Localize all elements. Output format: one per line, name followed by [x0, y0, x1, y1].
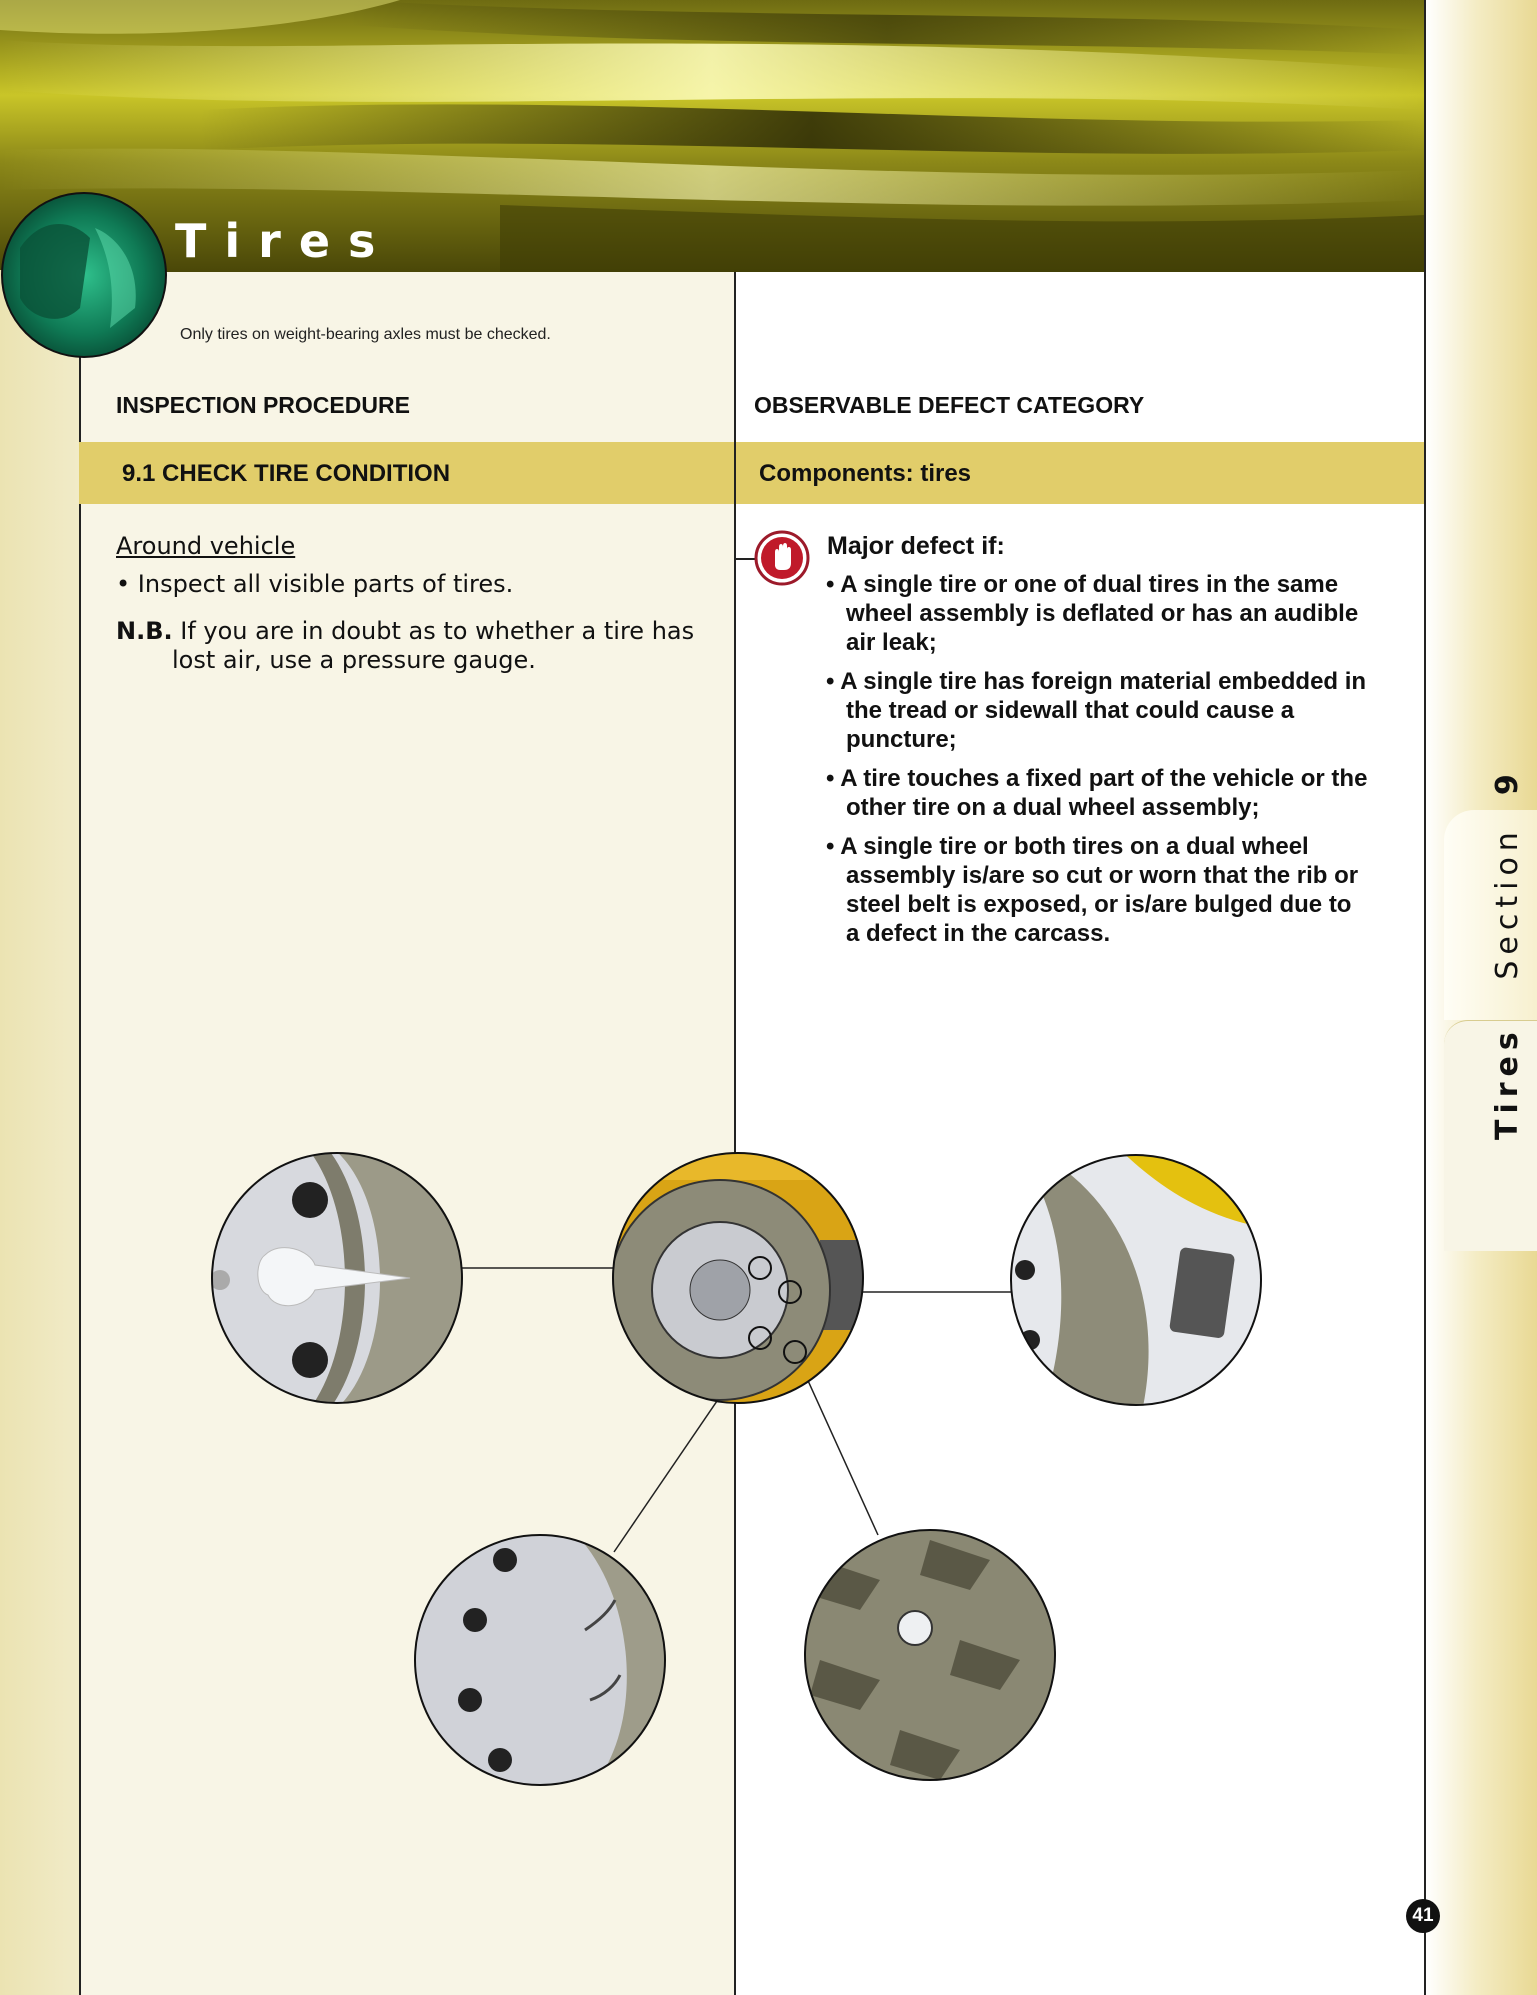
page-title: Tires — [175, 214, 394, 268]
tire-contact-detail — [1000, 1140, 1280, 1420]
tab-section-number: 9 — [1490, 768, 1525, 796]
wheel-overview — [600, 1140, 890, 1420]
section-thumbnail-image — [0, 188, 180, 388]
components-label: Components: tires — [759, 460, 972, 487]
location-label: Around vehicle — [116, 532, 296, 560]
inspection-procedure-header: INSPECTION PROCEDURE — [116, 392, 410, 418]
stop-hand-icon — [754, 530, 810, 586]
nb-label: N.B. — [116, 617, 173, 645]
icon-connector-line — [736, 558, 756, 560]
nb-text-line2: lost air, use a pressure gauge. — [172, 646, 536, 674]
defect-item: • A tire touches a fixed part of the vehicle or the other tire on a dual wheel assembly; — [826, 764, 1371, 822]
page-number: 41 — [1406, 1899, 1440, 1933]
major-defect-heading: Major defect if: — [827, 532, 1005, 560]
section-tab-label — [1490, 768, 1525, 1140]
tab-word: Tires — [1490, 1026, 1525, 1140]
tire-defect-illustration — [0, 1140, 1424, 1840]
air-leak-detail — [200, 1140, 480, 1420]
tab-section-label: Section — [1490, 826, 1525, 980]
scope-note: Only tires on weight-bearing axles must be checked. — [180, 326, 551, 343]
defect-category-header: OBSERVABLE DEFECT CATEGORY — [754, 392, 1145, 418]
embedded-object-detail — [790, 1520, 1070, 1800]
nb-note — [116, 617, 716, 675]
procedure-step: • Inspect all visible parts of tires. — [116, 570, 514, 598]
cut-sidewall-detail — [400, 1520, 680, 1800]
section-step-title: 9.1 CHECK TIRE CONDITION — [122, 460, 451, 487]
defect-list — [826, 570, 1371, 958]
defect-item: • A single tire or one of dual tires in the same wheel assembly is deflated or has an audible air leak; — [826, 570, 1371, 657]
defect-item: • A single tire or both tires on a dual wheel assembly is/are so cut or worn that the rib or steel belt is exposed, or is/are bulged due to a defect in the carcass. — [826, 832, 1371, 948]
nb-text-line1: If you are in doubt as to whether a tire has — [180, 617, 695, 645]
defect-item: • A single tire has foreign material embedded in the tread or sidewall that could cause a puncture; — [826, 667, 1371, 754]
